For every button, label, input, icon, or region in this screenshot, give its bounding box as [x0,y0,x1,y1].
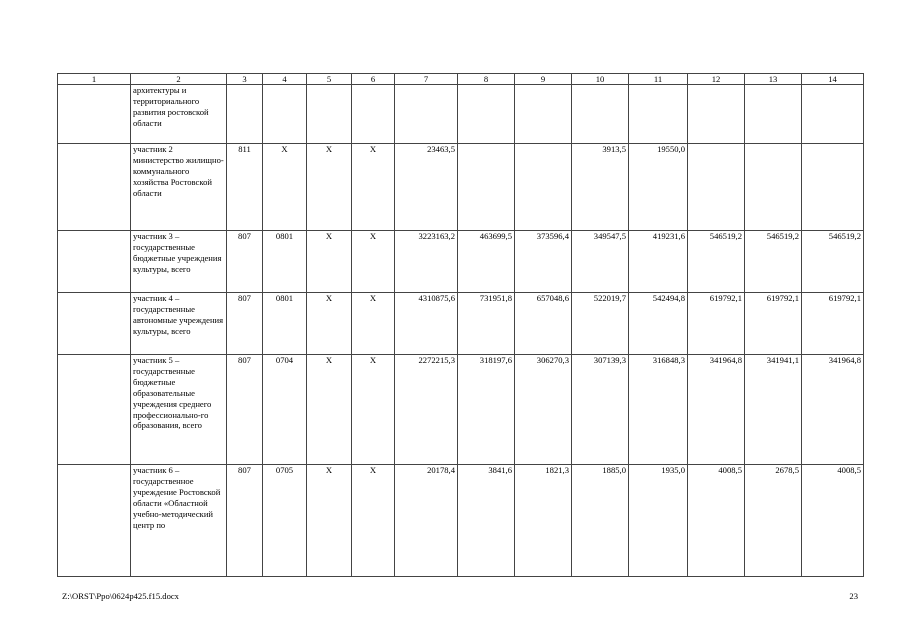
table-cell: Х [352,144,395,231]
column-header: 10 [572,74,629,85]
table-cell: Х [352,293,395,355]
table-cell: 419231,6 [629,231,688,293]
table-cell: 20178,4 [395,465,458,577]
participant-cell: участник 5 – государственные бюджетные образовательные учреждения среднего профессионально-го образования, всего [131,355,227,465]
table-cell: Х [307,465,352,577]
table-cell: 341964,8 [688,355,745,465]
table-cell [58,355,131,465]
column-header: 1 [58,74,131,85]
table-cell [688,85,745,144]
table-cell: 807 [227,465,263,577]
table-cell: 1885,0 [572,465,629,577]
table-cell [745,85,802,144]
table-cell [307,85,352,144]
table-cell [458,144,515,231]
participant-cell: участник 2 министерство жилищно-коммунального хозяйства Ростовской области [131,144,227,231]
table-cell: 341964,8 [802,355,864,465]
table-row [58,144,864,231]
table-cell: Х [263,144,307,231]
table-row [58,85,864,144]
table-cell: 3223163,2 [395,231,458,293]
table-cell: Х [307,355,352,465]
column-header: 12 [688,74,745,85]
footer-file-path: Z:\ORST\Ppo\0624p425.f15.docx [62,591,179,601]
table-cell [688,144,745,231]
table-cell: 619792,1 [688,293,745,355]
table-cell: 3913,5 [572,144,629,231]
participant-cell: архитектуры и территориального развития ростовской области [131,85,227,144]
table-cell: 307139,3 [572,355,629,465]
table-cell [745,144,802,231]
table-cell: 4310875,6 [395,293,458,355]
table-cell [58,231,131,293]
header-row [58,74,864,85]
column-header: 9 [515,74,572,85]
table-cell [352,85,395,144]
column-header: 8 [458,74,515,85]
column-header: 5 [307,74,352,85]
table-cell: Х [352,355,395,465]
table-row [58,465,864,577]
table-cell: Х [307,293,352,355]
table-cell [802,144,864,231]
table-cell: 23463,5 [395,144,458,231]
table-cell: 4008,5 [802,465,864,577]
table-cell: Х [307,231,352,293]
table-cell [58,293,131,355]
table-cell [58,465,131,577]
table-cell: 349547,5 [572,231,629,293]
table-cell: 0704 [263,355,307,465]
table-cell: 341941,1 [745,355,802,465]
table-cell: 4008,5 [688,465,745,577]
table-cell: 619792,1 [802,293,864,355]
table-row [58,355,864,465]
column-header: 11 [629,74,688,85]
page-number: 23 [849,591,858,601]
table-cell [395,85,458,144]
table-cell: 731951,8 [458,293,515,355]
table-row [58,293,864,355]
table-cell: 546519,2 [688,231,745,293]
table-cell [629,85,688,144]
table-cell [802,85,864,144]
table-row [58,231,864,293]
table-cell: 19550,0 [629,144,688,231]
table-cell [58,144,131,231]
participant-cell: участник 6 – государственное учреждение Ростовской области «Областной учебно-методический центр по [131,465,227,577]
table-cell: 522019,7 [572,293,629,355]
table-cell [515,85,572,144]
table-cell: 546519,2 [745,231,802,293]
budget-table [57,73,864,577]
table-cell: 0801 [263,231,307,293]
column-header: 2 [131,74,227,85]
column-header: 14 [802,74,864,85]
table-cell: 1935,0 [629,465,688,577]
table-cell: 811 [227,144,263,231]
table-cell: 657048,6 [515,293,572,355]
table-cell: 0801 [263,293,307,355]
column-header: 6 [352,74,395,85]
table-cell: Х [352,465,395,577]
table-cell: 306270,3 [515,355,572,465]
table-cell [515,144,572,231]
participant-cell: участник 4 – государственные автономные учреждения культуры, всего [131,293,227,355]
table-cell: 2272215,3 [395,355,458,465]
table-cell: 619792,1 [745,293,802,355]
table-cell: 1821,3 [515,465,572,577]
column-header: 13 [745,74,802,85]
table-cell: 807 [227,293,263,355]
table-cell [58,85,131,144]
table-cell: Х [352,231,395,293]
table-cell: 463699,5 [458,231,515,293]
column-header: 4 [263,74,307,85]
table-cell: 546519,2 [802,231,864,293]
table-cell [458,85,515,144]
column-header: 7 [395,74,458,85]
table-cell: 318197,6 [458,355,515,465]
table-cell: 3841,6 [458,465,515,577]
table-cell: 542494,8 [629,293,688,355]
column-header: 3 [227,74,263,85]
table-cell [227,85,263,144]
table-cell: 373596,4 [515,231,572,293]
table-cell [572,85,629,144]
table-cell [263,85,307,144]
table-cell: 807 [227,231,263,293]
table-cell: 807 [227,355,263,465]
participant-cell: участник 3 – государственные бюджетные учреждения культуры, всего [131,231,227,293]
table-cell: 316848,3 [629,355,688,465]
table-body [58,85,864,577]
table-cell: 0705 [263,465,307,577]
table-cell: Х [307,144,352,231]
table-cell: 2678,5 [745,465,802,577]
